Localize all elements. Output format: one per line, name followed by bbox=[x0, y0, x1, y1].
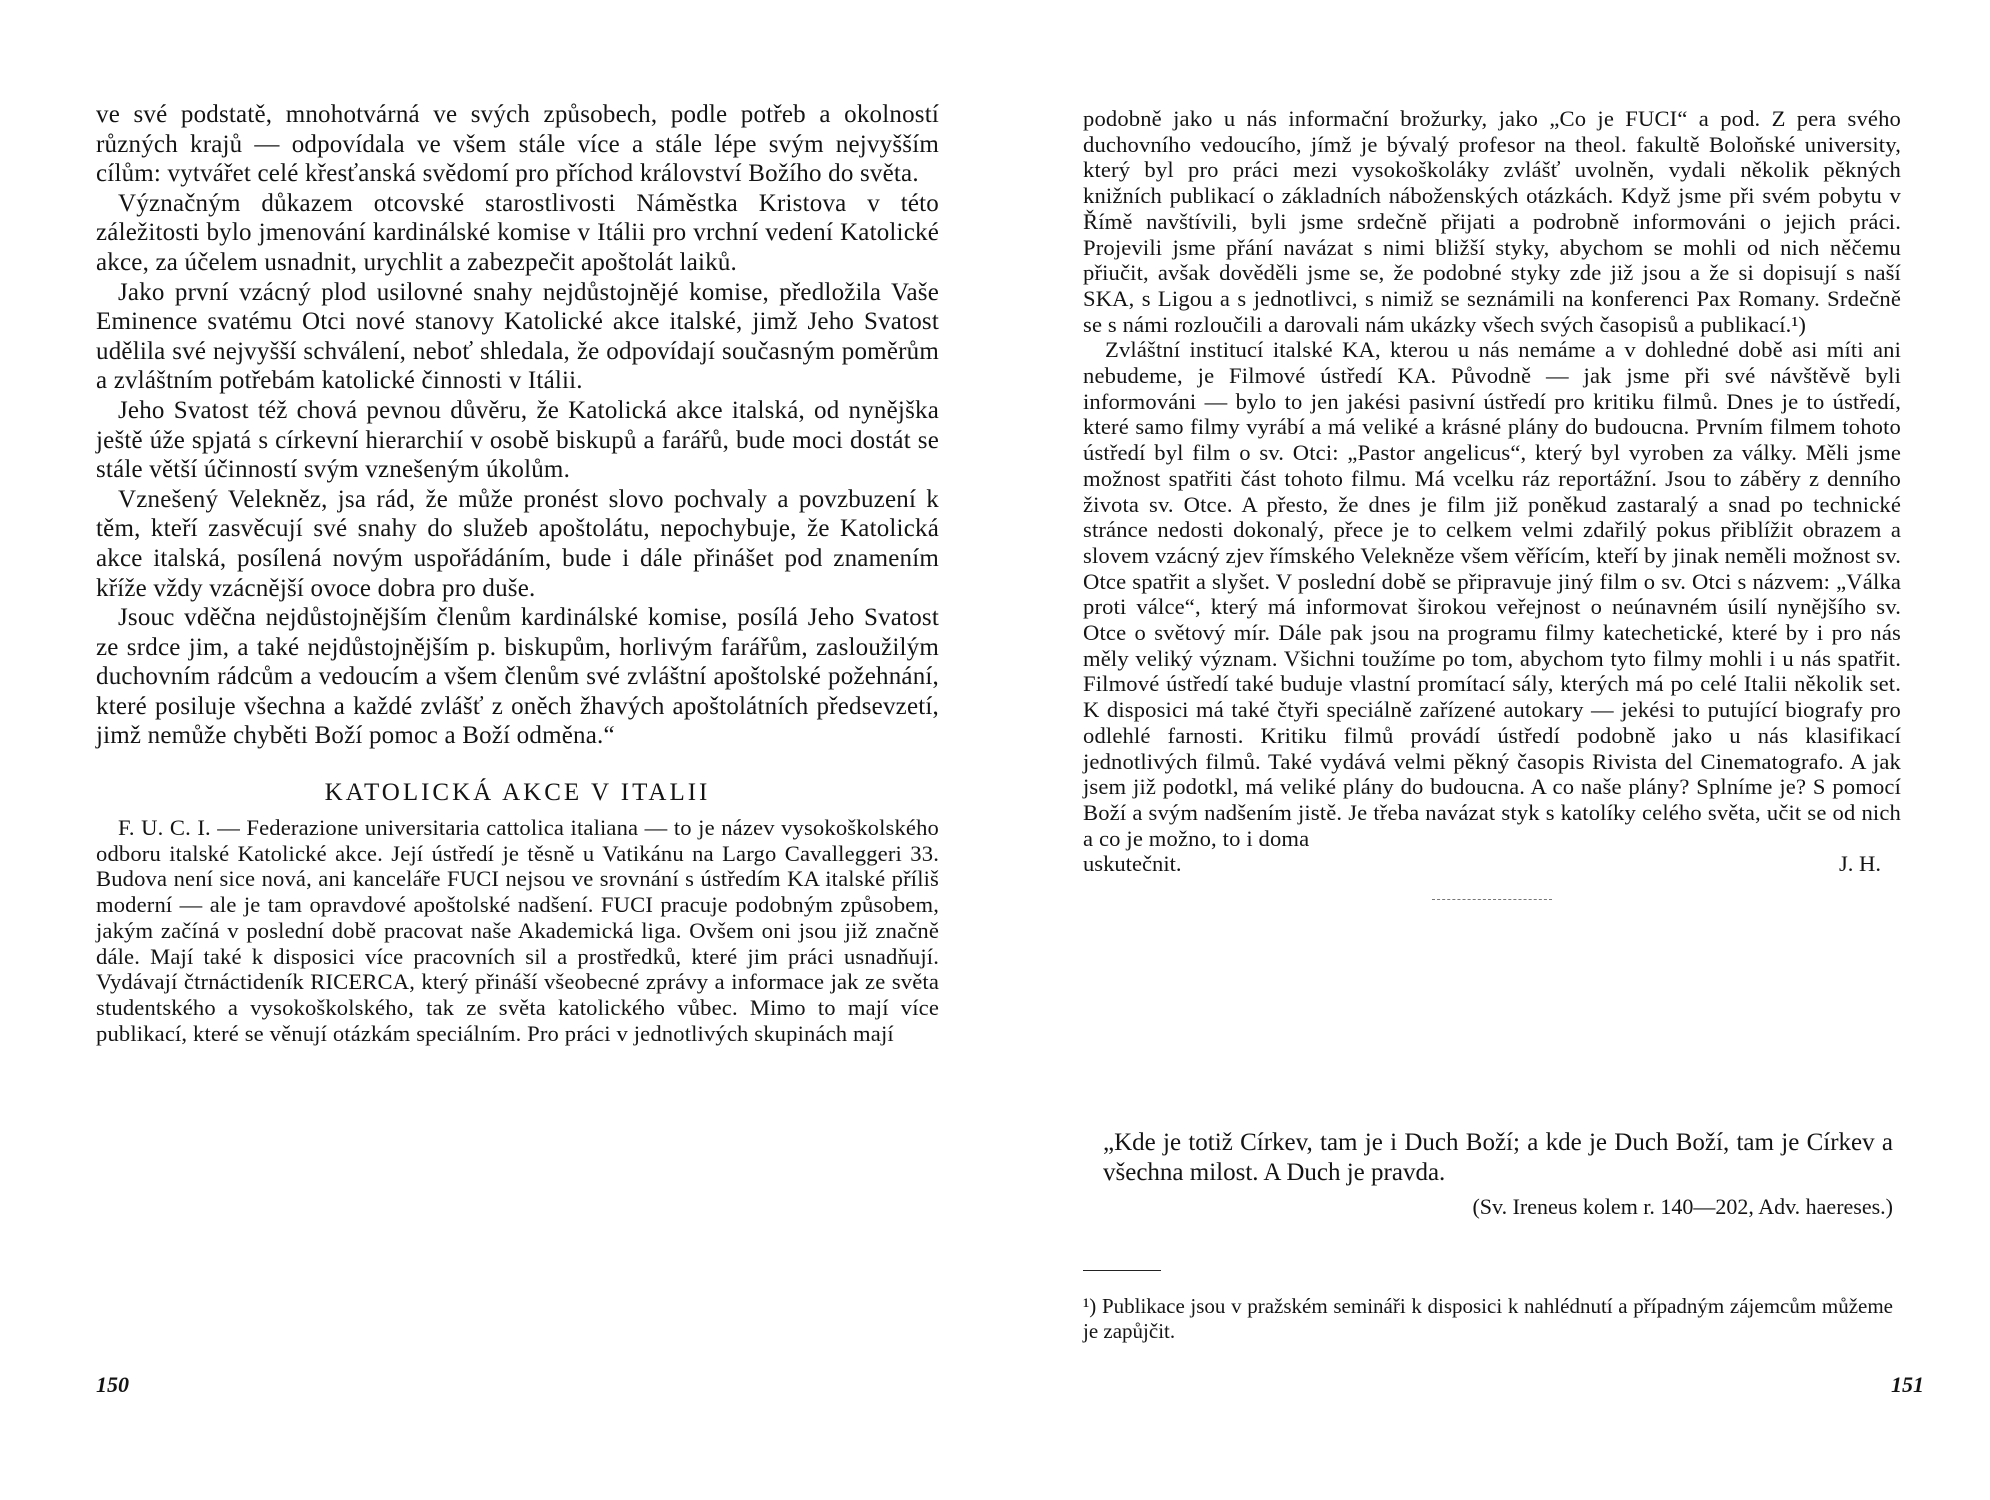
page-number-left: 150 bbox=[96, 1372, 129, 1397]
paragraph: Význačným důkazem otcovské starostlivosti Náměstka Kristova v této záležitosti bylo jmenování kardinálské komise v Itálii pro vrchní vedení Katolické akce, za účelem usnadnit, urychlit a zabezpečit apoštolát laiků. bbox=[96, 189, 939, 276]
author-signature: J. H. bbox=[1838, 851, 1881, 877]
quote-block bbox=[1103, 1128, 1893, 1222]
paragraph: ve své podstatě, mnohotvárná ve svých způsobech, podle potřeb a okolností různých krajů — odpovídala ve všem stále více a stále lépe svým nejvyšším cílům: vytvářet celé křesťanská svědomí pro příchod království Božího do světa. bbox=[96, 101, 939, 188]
left-page-paragraphs bbox=[96, 100, 939, 751]
signoff-line bbox=[1083, 851, 1901, 877]
footnote-rule bbox=[1083, 1270, 1161, 1271]
quote-source: (Sv. Ireneus kolem r. 140—202, Adv. haereses.) bbox=[1472, 1194, 1893, 1219]
section-heading: KATOLICKÁ AKCE V ITALII bbox=[324, 779, 711, 807]
paragraph: Zvláštní institucí italské KA, kterou u nás nemáme a v dohledné době asi míti ani nebudeme, je Filmové ústředí KA. Původně — jak jsme při své návštěvě byli informováni — bylo to jen jakési pasivní ústředí pro kritiku filmů. Dnes je to ústředí, které samo filmy vyrábí a má veliké a krásné plány do budoucna. Prvním filmem tohoto ústředí byl film o sv. Otci: „Pastor angelicus“, který byl vyroben za války. Měli jsme možnost spatřiti část tohoto filmu. Má vcelku ráz reportážní. Jsou to záběry z denního života sv. Otce. A přesto, že dnes je film již poněkud zastaralý a snad po technické stránce nedosti dokonalý, přece je to celkem velmi zdařilý pokus přiblížit obrazem a slovem vzácný zjev římského Velekněze všem věřícím, kteří by jinak neměli možnost sv. Otce spatřit a slyšet. V poslední době se připravuje jiný film o sv. Otci s názvem: „Válka proti válce“, který má informovat širokou veřejnost o neúnavném úsilí nynějšího sv. Otce o světový mír. Dále pak jsou na programu filmy katechetické, které by i pro nás měly veliký význam. Všichni toužíme po tom, abychom tyto filmy mohli i u nás spatřit. Filmové ústředí také buduje vlastní promítací sály, kterých má po celé Italii několik set. K disposici má také čtyři speciálně zařízené autokary — jekési to putující biografy pro odlehlé farnosti. Kritiku filmů provádí ústředí podobně jako u nás klasifikací jednotlivých filmů. Také vydává velmi pěkný časopis Rivista del Cinematografo. A jak jsem již podotkl, má veliké plány do budoucna. A co naše plány? Splníme je? S pomocí Boží a svým nadšením jistě. Je třeba navázat styk s katolíky celého světa, učit se od nich a co je možno, to i doma bbox=[1083, 337, 1901, 851]
paragraph: podobně jako u nás informační brožurky, jako „Co je FUCI“ a pod. Z pera svého duchovního vedoucího, jímž je bývalý profesor na theol. fakultě Boloňské university, který byl pro práci mezi vysokoškoláky zvlášť uvolněn, vydali několik pěkných knižních publikací o základních náboženských otázkách. Když jsme při svém pobytu v Římě navštívili, byli jsme srdečně přijati a podrobně informováni o jejich práci. Projevili jsme přání navázat s nimi bližší styky, abychom se mohli od nich něčemu přiučit, avšak dověděli jsme se, že podobné styky zde již jsou a že si dopisují s naší SKA, s Ligou a s jednotlivci, s nimiž se seznámili na konferenci Pax Romany. Srdečně se s námi rozloučili a darovali nám ukázky všech svých časopisů a publikací.¹) bbox=[1083, 106, 1901, 337]
paragraph: Vznešený Velekněz, jsa rád, že může pronést slovo pochvaly a povzbuzení k těm, kteří zasvěcují své snahy do služeb apoštolátu, nepochybuje, že Katolická akce italská, posílená novým uspořádáním, bude i dále přinášet pod znamením kříže vždy vzácnější ovoce dobra pro duše. bbox=[96, 485, 939, 602]
left-column bbox=[96, 100, 939, 1046]
closing-word: uskutečnit. bbox=[1083, 851, 1182, 877]
right-page bbox=[995, 0, 1990, 1500]
paragraph: Jsouc vděčna nejdůstojnějším členům kardinálské komise, posílá Jeho Svatost ze srdce jim, a také nejdůstojnějším p. biskupům, horlivým farářům, zasloužilým duchovním rádcům a vedoucím a všem členům své zvláštní apoštolské požehnání, které posiluje všechna a každé zvlášť z oněch žhavých apoštolátních předsevzetí, jimž nemůže chyběti Boží pomoc a Boží odměna.“ bbox=[96, 604, 939, 750]
separator-rule bbox=[1432, 899, 1552, 900]
paragraph: Jeho Svatost též chová pevnou důvěru, že Katolická akce italská, od nynějška ještě úže spjatá s církevní hierarchií v osobě biskupů a farářů, bude moci dostát se stále větší účinností svým vznešeným úkolům. bbox=[96, 396, 939, 484]
footnote: ¹) Publikace jsou v pražském semináři k disposici k nahlédnutí a případným zájemcům můžeme je zapůjčit. bbox=[1083, 1294, 1893, 1343]
right-column bbox=[1083, 106, 1901, 900]
quote-text: „Kde je totiž Církev, tam je i Duch Boží; a kde je Duch Boží, tam je Církev a všechna milost. A Duch je pravda. bbox=[1103, 1129, 1893, 1186]
page-number-right: 151 bbox=[1891, 1372, 1924, 1397]
section-paragraph: F. U. C. I. — Federazione universitaria cattolica italiana — to je název vysokoškolského odboru italské Katolické akce. Její ústředí je těsně u Vatikánu na Largo Cavalleggeri 33. Budova není sice nová, ani kanceláře FUCI nejsou ve srovnání s ústředím KA italské příliš moderní — ale je tam opravdové apoštolské nadšení. FUCI pracuje podobným způsobem, jakým začíná v poslední době pracovat naše Akademická liga. Ovšem oni jsou již značně dále. Mají také k disposici více pracovních sil a prostředků, které jim práci usnadňují. Vydávají čtrnáctideník RICERCA, který přináší všeobecné zprávy a informace jak ze světa studentského a vysokoškolského, tak ze světa katolického vůbec. Mimo to mají více publikací, které se věnují otázkám speciálním. Pro práci v jednotlivých skupinách mají bbox=[96, 815, 939, 1046]
paragraph: Jako první vzácný plod usilovné snahy nejdůstojnějé komise, předložila Vaše Eminence svatému Otci nové stanovy Katolické akce italské, jimž Jeho Svatost udělila své nejvyšší schválení, neboť shledala, že odpovídají současným poměrům a zvláštním potřebám katolické činnosti v Itálii. bbox=[96, 278, 939, 395]
